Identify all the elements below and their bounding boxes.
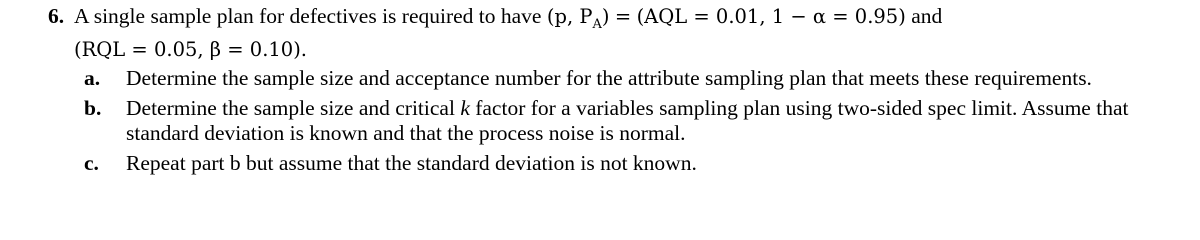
- part-b-text-before: Determine the sample size and critical: [126, 95, 455, 120]
- part-a-label: a.: [84, 65, 101, 90]
- part-c-text: Repeat part b but assume that the standard deviation is not known.: [126, 150, 697, 175]
- part-b: [84, 96, 1188, 146]
- spec-equals: =: [614, 5, 632, 28]
- part-c: [84, 151, 1188, 176]
- part-a: [84, 66, 1188, 91]
- spec-aql: (AQL = 0.01, 1 − α = 0.95): [636, 5, 906, 28]
- spec-rql: (RQL = 0.05, β = 0.10).: [74, 37, 308, 61]
- problem-6: [48, 4, 1188, 181]
- stem-and: and: [911, 4, 943, 28]
- part-b-k-variable: k: [460, 95, 470, 120]
- spec-pa: (p, $P_A$): [546, 5, 610, 32]
- stem-text: A single sample plan for defectives is required to have: [74, 4, 542, 28]
- problem-number: 6.: [48, 4, 65, 28]
- part-a-text: Determine the sample size and acceptance number for the attribute sampling plan that meets these requirements.: [126, 65, 1092, 90]
- problem-parts: [84, 66, 1188, 176]
- part-b-text-after: factor for a variables sampling plan using two-sided spec limit. Assume that standard deviation is known and that the process noise is normal.: [126, 95, 1129, 145]
- problem-stem: [74, 4, 1188, 62]
- part-c-label: c.: [84, 150, 99, 175]
- part-b-label: b.: [84, 95, 102, 120]
